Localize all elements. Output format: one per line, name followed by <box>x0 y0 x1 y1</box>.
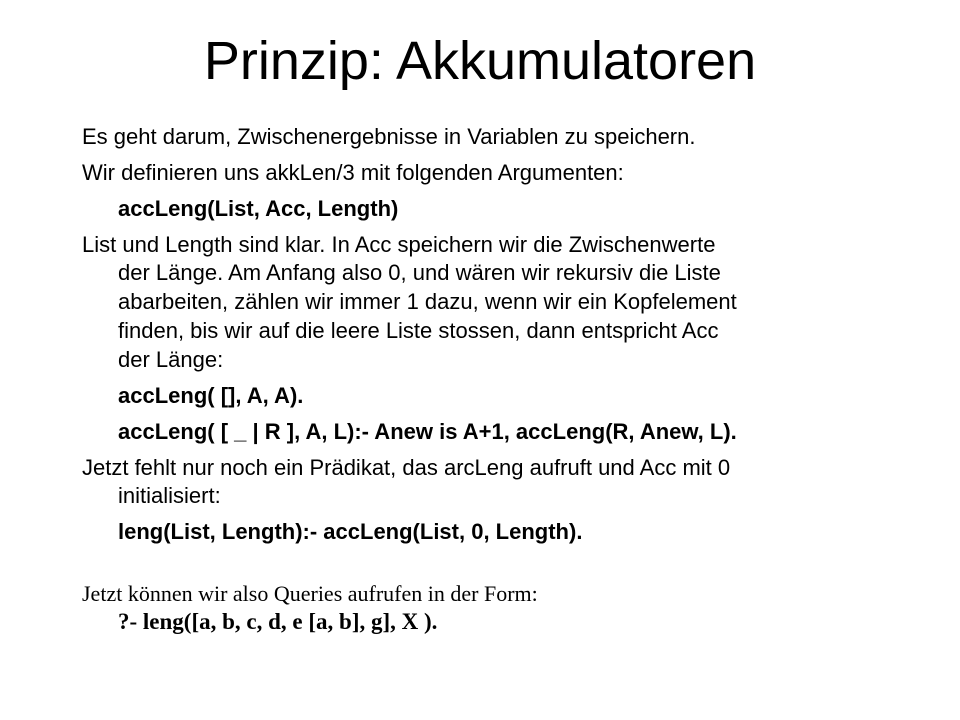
text-line-explanation-1: List und Length sind klar. In Acc speichern wir die Zwischenwerte <box>82 232 716 257</box>
text-line-explanation-4: finden, bis wir auf die leere Liste stossen, dann entspricht Acc <box>118 318 719 343</box>
text-line-definition: Wir definieren uns akkLen/3 mit folgenden Argumenten: <box>82 160 624 185</box>
text-line-queries: Jetzt können wir also Queries aufrufen in der Form: <box>82 581 538 606</box>
code-line-query: ?- leng([a, b, c, d, e [a, b], g], X ). <box>118 609 438 634</box>
text-line-explanation-3: abarbeiten, zählen wir immer 1 dazu, wenn wir ein Kopfelement <box>118 289 737 314</box>
code-line-recursive-case: accLeng( [ _ | R ], A, L):- Anew is A+1, accLeng(R, Anew, L). <box>118 419 737 444</box>
slide-title: Prinzip: Akkumulatoren <box>203 31 757 91</box>
code-line-signature: accLeng(List, Acc, Length) <box>118 196 399 221</box>
code-line-leng: leng(List, Length):- accLeng(List, 0, Length). <box>118 519 583 544</box>
text-line-intro: Es geht darum, Zwischenergebnisse in Variablen zu speichern. <box>82 124 696 149</box>
text-line-explanation-5: der Länge: <box>118 347 224 372</box>
code-line-base-case: accLeng( [], A, A). <box>118 383 304 408</box>
text-line-predicate-1: Jetzt fehlt nur noch ein Prädikat, das arcLeng aufruft und Acc mit 0 <box>82 455 731 480</box>
text-line-predicate-2: initialisiert: <box>118 483 221 508</box>
text-line-explanation-2: der Länge. Am Anfang also 0, und wären wir rekursiv die Liste <box>118 260 721 285</box>
